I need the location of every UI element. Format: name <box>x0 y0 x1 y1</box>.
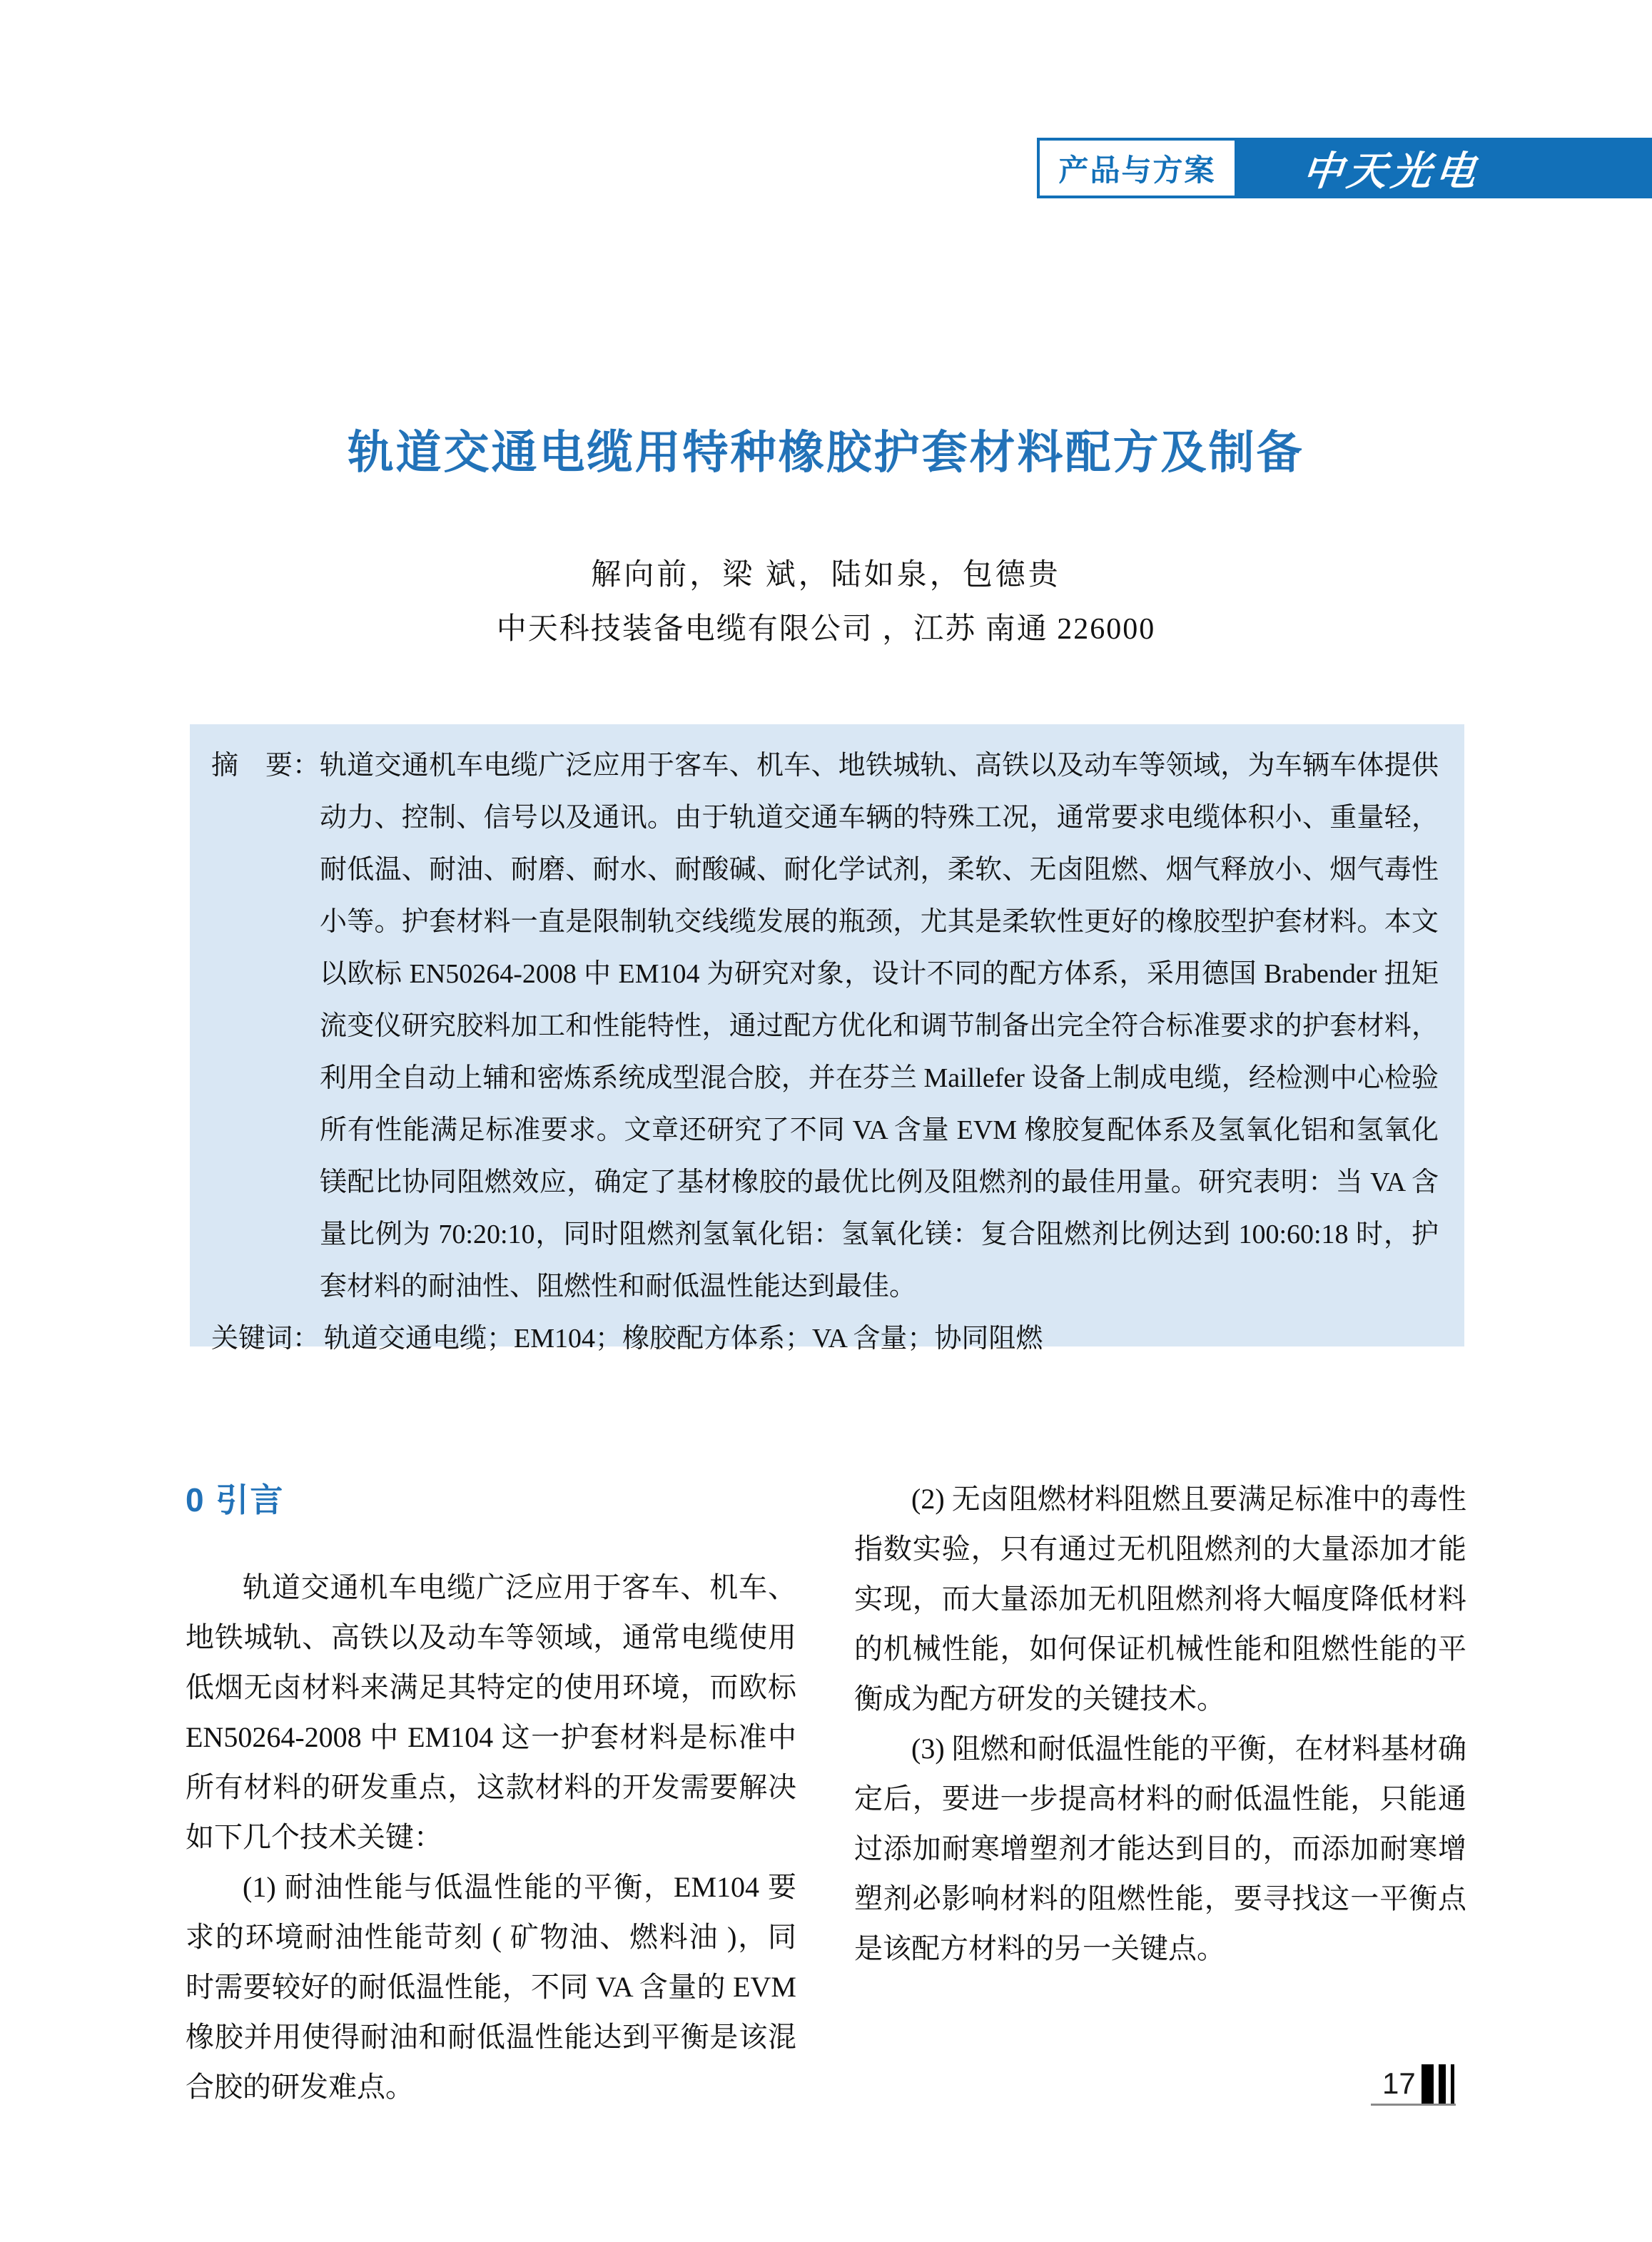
body-column-left <box>186 1474 796 2112</box>
abstract-text: 轨道交通机车电缆广泛应用于客车、机车、地铁城轨、高铁以及动车等领域，为车辆车体提供动力、控制、信号以及通讯。由于轨道交通车辆的特殊工况，通常要求电缆体积小、重量轻，耐低温、耐油、耐磨、耐水、耐酸碱、耐化学试剂，柔软、无卤阻燃、烟气释放小、烟气毒性小等。护套材料一直是限制轨交线缆发展的瓶颈，尤其是柔软性更好的橡胶型护套材料。本文以欧标 EN50264-2008 中 EM104 为研究对象，设计不同的配方体系，采用德国 Brabender 扭矩流变仪研究胶料加工和性能特性，通过配方优化和调节制备出完全符合标准要求的护套材料，利用全自动上辅和密炼系统成型混合胶，并在芬兰 Maillefer 设备上制成电缆，经检测中心检验所有性能满足标准要求。文章还研究了不同 VA 含量 EVM 橡胶复配体系及氢氧化铝和氢氧化镁配比协同阻燃效应，确定了基材橡胶的最优比例及阻燃剂的最佳用量。研究表明：当 VA 含量比例为 70:20:10，同时阻燃剂氢氧化铝：氢氧化镁：复合阻燃剂比例达到 100:60:18 时，护套材料的耐油性、阻燃性和耐低温性能达到最佳。 <box>320 751 1439 1302</box>
keywords-label: 关键词： <box>211 1324 320 1354</box>
abstract-row <box>211 740 1439 1313</box>
paragraph-key-point-1: (1) 耐油性能与低温性能的平衡，EM104 要求的环境耐油性能苛刻 ( 矿物油、燃料油 )，同时需要较好的耐低温性能，不同 VA 含量的 EVM 橡胶并用使得耐油和耐低温性能达到平衡是该混合胶的研发难点。 <box>186 1871 796 2103</box>
page-header <box>1037 138 1652 198</box>
brand-banner <box>1237 138 1652 198</box>
brand-logo: 中天光电 <box>1300 149 1482 194</box>
abstract-box <box>190 724 1464 1354</box>
affiliation-line: 中天科技装备电缆有限公司 ，江苏 南通 226000 <box>496 613 1156 646</box>
category-label: 产品与方案 <box>1058 153 1216 187</box>
article-title: 轨道交通电缆用特种橡胶护套材料配方及制备 <box>348 427 1304 478</box>
paragraph-intro: 轨道交通机车电缆广泛应用于客车、机车、地铁城轨、高铁以及动车等领域，通常电缆使用低烟无卤材料来满足其特定的使用环境，而欧标 EN50264-2008 中 EM104 这一护套材料是标准中所有材料的研发重点，这款材料的开发需要解决如下几个技术关键： <box>186 1571 796 1853</box>
section-heading-introduction: 0 引言 <box>186 1481 285 1518</box>
abstract-label: 摘 要： <box>211 751 320 781</box>
page-number: 17 <box>1382 2066 1416 2100</box>
authors-line: 解向前，梁 斌，陆如泉，包德贵 <box>591 559 1061 592</box>
page-marker-bars-icon <box>1422 2064 1454 2104</box>
paragraph-key-point-2: (2) 无卤阻燃材料阻燃且要满足标准中的毒性指数实验，只有通过无机阻燃剂的大量添加才能实现，而大量添加无机阻燃剂将大幅度降低材料的机械性能，如何保证机械性能和阻燃性能的平衡成为配方研发的关键技术。 <box>854 1483 1466 1715</box>
page-footer <box>1371 2062 1456 2106</box>
paragraph-key-point-3: (3) 阻燃和耐低温性能的平衡，在材料基材确定后，要进一步提高材料的耐低温性能，只能通过添加耐寒增塑剂才能达到目的，而添加耐寒增塑剂必影响材料的阻燃性能，要寻找这一平衡点是该配方材料的另一关键点。 <box>854 1733 1466 1964</box>
category-box <box>1037 138 1237 198</box>
keywords-row <box>211 1313 1439 1365</box>
body-column-right <box>854 1474 1466 1974</box>
keywords-text: 轨道交通电缆；EM104；橡胶配方体系；VA 含量；协同阻燃 <box>324 1324 1043 1354</box>
